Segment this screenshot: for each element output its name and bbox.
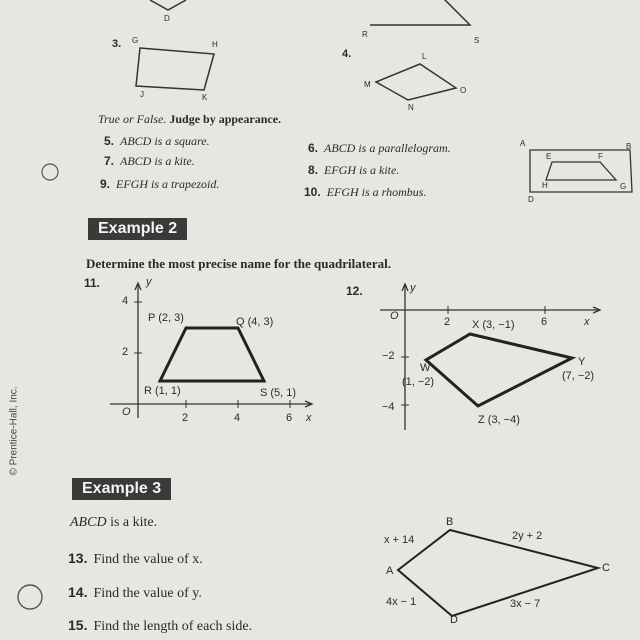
kite-wxyz	[426, 334, 572, 406]
vertex-label-e-figure: E	[546, 152, 552, 161]
figure-3-quadrilateral	[136, 48, 214, 90]
problem-14: 14. Find the value of y.	[68, 584, 202, 601]
point-label-w-coord: (1, −2)	[402, 376, 435, 388]
vertex-label-j: J	[140, 90, 144, 99]
point-label-x: X (3, −1)	[472, 319, 515, 331]
vertex-label-d-top: D	[164, 14, 170, 23]
binder-hole	[42, 164, 58, 180]
example-2-heading: Example 2	[88, 218, 187, 240]
figure-4-kite	[376, 64, 456, 100]
vertex-label-n: N	[408, 103, 414, 112]
vertex-label-s: S	[474, 36, 480, 45]
graph-11-x-tick-4: 4	[234, 412, 241, 424]
problem-11-number: 11.	[84, 276, 101, 290]
problem-13: 13. Find the value of x.	[68, 550, 203, 567]
true-false-heading: True or False. Judge by appearance.	[98, 112, 282, 126]
point-label-s: S (5, 1)	[260, 387, 297, 399]
vertex-label-b-figure: B	[626, 142, 632, 151]
problem-7: 7. ABCD is a kite.	[104, 154, 195, 168]
graph-12-y-tick-neg2: −2	[382, 350, 395, 362]
graph-11-y-tick-4: 4	[122, 295, 129, 307]
graph-12-y-axis-label: y	[410, 282, 416, 294]
vertex-label-r: R	[362, 30, 368, 39]
kite-vertex-c: C	[602, 562, 610, 574]
point-label-y: Y	[578, 356, 586, 368]
example-2-instruction: Determine the most precise name for the quadrilateral.	[86, 256, 391, 271]
point-label-q: Q (4, 3)	[236, 316, 274, 328]
vertex-label-f-figure: F	[598, 152, 603, 161]
vertex-label-d-figure: D	[528, 195, 534, 204]
figure-r-shape	[370, 0, 470, 25]
vertex-label-o: O	[460, 86, 467, 95]
problem-5: 5. ABCD is a square.	[104, 134, 210, 148]
graph-11-x-tick-2: 2	[182, 412, 189, 424]
problem-4-number: 4.	[342, 48, 352, 60]
point-label-p: P (2, 3)	[148, 312, 184, 324]
kite-vertex-a: A	[386, 565, 394, 577]
point-label-z: Z (3, −4)	[478, 414, 520, 426]
kite-side-dc-label: 3x − 7	[510, 598, 541, 610]
example-3-heading: Example 3	[72, 478, 171, 500]
kite-abcd	[398, 530, 598, 616]
vertex-label-m: M	[364, 80, 371, 89]
kite-side-ab-label: x + 14	[384, 534, 415, 546]
binder-hole-bottom	[18, 585, 42, 609]
point-label-y-coord: (7, −2)	[562, 370, 595, 382]
problem-8: 8. EFGH is a kite.	[308, 163, 400, 177]
vertex-label-h-figure: H	[542, 181, 548, 190]
vertex-label-a-figure: A	[520, 139, 526, 148]
problem-10: 10. EFGH is a rhombus.	[304, 185, 427, 199]
graph-12-x-tick-6: 6	[541, 316, 548, 328]
problem-3-number: 3.	[112, 38, 122, 50]
graph-11-x-axis-label: x	[306, 412, 312, 424]
problem-6: 6. ABCD is a parallelogram.	[308, 141, 451, 155]
vertex-label-g-figure: G	[620, 182, 627, 191]
point-label-r: R (1, 1)	[144, 385, 181, 397]
graph-11-origin: O	[122, 406, 131, 418]
kite-side-bc-label: 2y + 2	[512, 530, 543, 542]
vertex-label-h: H	[212, 40, 218, 49]
figure-efgh-trapezoid	[546, 162, 616, 180]
vertex-label-k: K	[202, 93, 208, 102]
graph-11-y-tick-2: 2	[122, 346, 129, 358]
problem-12-number: 12.	[346, 284, 363, 298]
graph-12-y-tick-neg4: −4	[382, 401, 395, 413]
example-3-intro: ABCD is a kite.	[70, 515, 158, 530]
graph-12-origin: O	[390, 310, 399, 322]
graph-12-x-axis-label: x	[584, 316, 590, 328]
graph-11-x-tick-6: 6	[286, 412, 293, 424]
vertex-label-g: G	[132, 36, 139, 45]
point-label-w: W	[420, 362, 431, 374]
graph-12-x-tick-2: 2	[444, 316, 451, 328]
kite-vertex-d: D	[450, 614, 458, 626]
kite-vertex-b: B	[446, 516, 454, 528]
problem-9: 9. EFGH is a trapezoid.	[100, 177, 220, 191]
trapezoid-pqrs	[160, 328, 264, 381]
copyright-notice: © Prentice-Hall, Inc.	[8, 386, 20, 476]
problem-15: 15. Find the length of each side.	[68, 617, 253, 634]
kite-side-ad-label: 4x − 1	[386, 596, 417, 608]
vertex-label-l: L	[422, 52, 427, 61]
graph-12	[380, 284, 600, 430]
figure-2-shape	[150, 0, 186, 10]
graph-11-y-axis-label: y	[146, 276, 152, 288]
